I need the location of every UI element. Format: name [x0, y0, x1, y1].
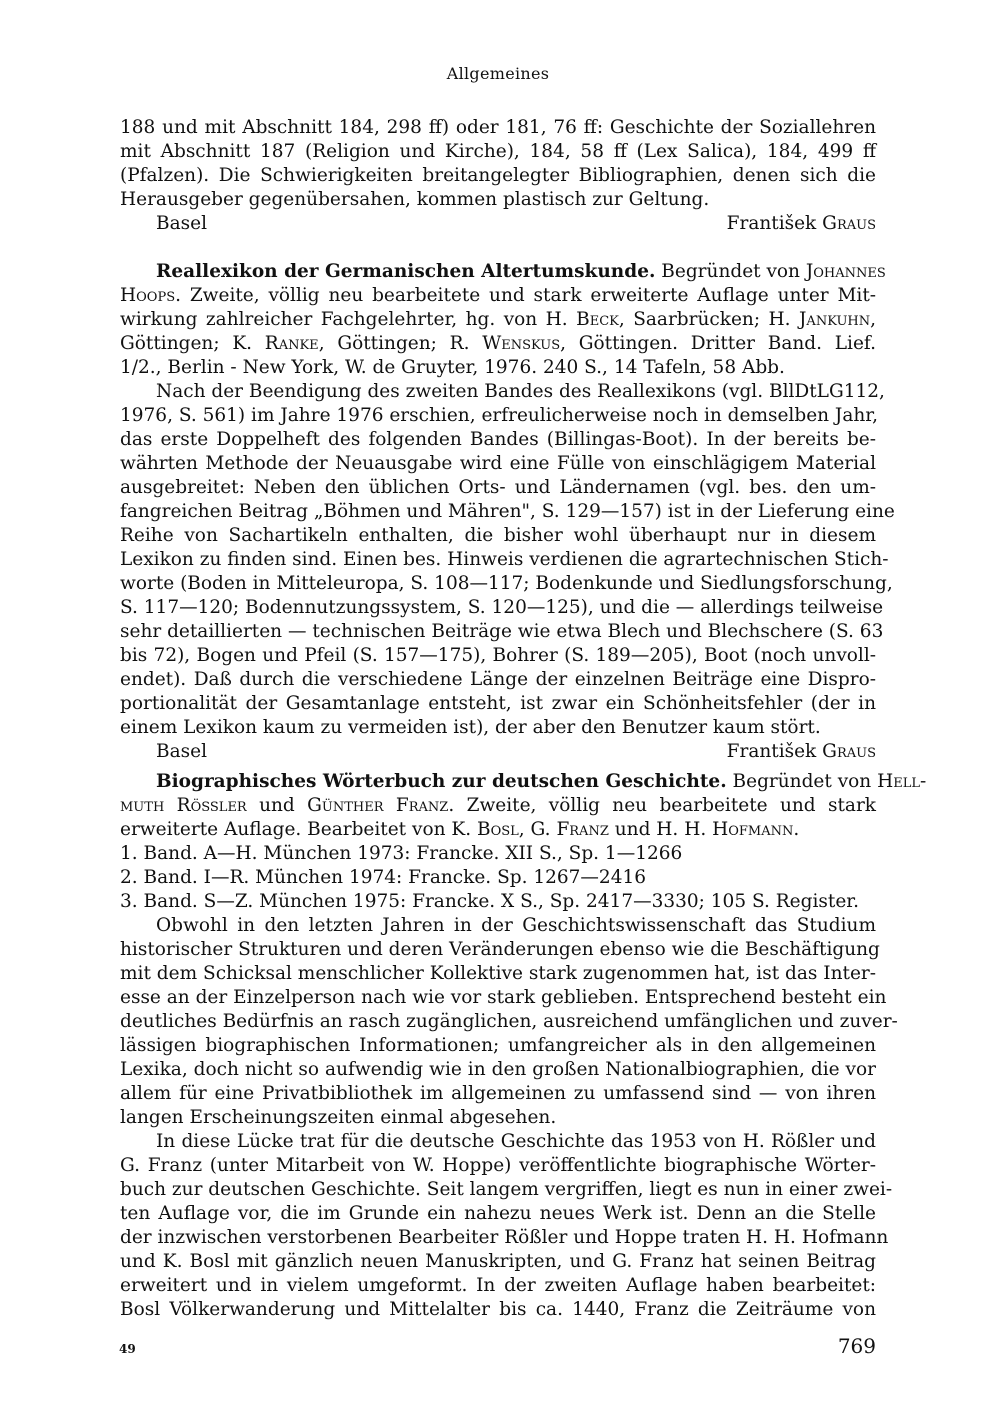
text-line: mit dem Schicksal menschlicher Kollektive stark zugenommen hat, ist das Inter-: [120, 963, 876, 984]
text-line: sehr detaillierten — technischen Beiträge wie etwa Blech und Blechschere (S. 63: [120, 621, 884, 642]
text-line: und K. Bosl mit gänzlich neuen Manuskripten, und G. Franz hat seinen Beitrag: [120, 1251, 876, 1272]
text-line: ausgebreitet: Neben den üblichen Orts- und Ländernamen (vgl. bes. den um-: [120, 477, 876, 498]
reviewer: František Graus: [726, 741, 876, 762]
place: Basel: [156, 213, 207, 234]
book-title: Biographisches Wörterbuch zur deutschen Geschichte.: [156, 771, 727, 792]
text-line: (Pfalzen). Die Schwierigkeiten breitangelegter Bibliographien, denen sich die: [120, 165, 876, 186]
review-1: [120, 116, 876, 236]
text-line: Nach der Beendigung des zweiten Bandes des Reallexikons (vgl. BllDtLG112,: [156, 381, 885, 402]
text-line: 188 und mit Abschnitt 184, 298 ff) oder 181, 76 ff: Geschichte der Soziallehren: [120, 117, 876, 138]
text-line: historischer Strukturen und deren Veränderungen ebenso wie die Beschäftigung: [120, 939, 880, 960]
citation-line: Biographisches Wörterbuch zur deutschen Geschichte. Begründet von Hell-: [156, 771, 927, 792]
volume-line: 2. Band. I—R. München 1974: Francke. Sp. 1267—2416: [120, 867, 647, 888]
text-line: deutliches Bedürfnis an rasch zugänglichen, ausreichend umfänglichen und zuver-: [120, 1011, 898, 1032]
text-line: allem für eine Privatbibliothek im allgemeinen zu umfassend sind — von ihren: [120, 1083, 876, 1104]
signature-line: [120, 212, 876, 236]
text-line: S. 117—120; Bodennutzungssystem, S. 120—125), und die — allerdings teilweise: [120, 597, 884, 618]
citation-line: 1/2., Berlin - New York, W. de Gruyter, 1976. 240 S., 14 Tafeln, 58 Abb.: [120, 357, 785, 378]
signature-line: [120, 740, 876, 764]
text-line: der inzwischen verstorbenen Bearbeiter Rößler und Hoppe traten H. H. Hofmann: [120, 1227, 889, 1248]
text-line: mit Abschnitt 187 (Religion und Kirche), 184, 58 ff (Lex Salica), 184, 499 ff: [120, 141, 876, 162]
text-line: Reihe von Sachartikeln enthalten, die bisher wohl überhaupt nur in diesem: [120, 525, 876, 546]
book-title: Reallexikon der Germanischen Altertumskunde.: [156, 261, 656, 282]
text-line: 1976, S. 561) im Jahre 1976 erschien, erfreulicherweise noch in demselben Jahr,: [120, 405, 878, 426]
volume-line: 3. Band. S—Z. München 1975: Francke. X S., Sp. 2417—3330; 105 S. Register.: [120, 891, 859, 912]
review-3: [120, 770, 927, 1322]
text-line: bis 72), Bogen und Pfeil (S. 157—175), Bohrer (S. 189—205), Boot (noch unvoll-: [120, 645, 876, 666]
signature-mark: 49: [119, 1342, 136, 1356]
text-line: esse an der Einzelperson nach wie vor stark geblieben. Entsprechend besteht ein: [120, 987, 887, 1008]
reviewer: František Graus: [726, 213, 876, 234]
citation-line: erweiterte Auflage. Bearbeitet von K. Bosl, G. Franz und H. H. Hofmann.: [120, 819, 800, 840]
text-line: endet). Daß durch die verschiedene Länge der einzelnen Beiträge eine Dispro-: [120, 669, 876, 690]
citation-line: Reallexikon der Germanischen Altertumskunde. Begründet von Johannes: [156, 261, 886, 282]
text-line: Lexikon zu finden sind. Einen bes. Hinweis verdienen die agrartechnischen Stich-: [120, 549, 889, 570]
review-2: [120, 260, 895, 764]
text-line: buch zur deutschen Geschichte. Seit langem vergriffen, liegt es nun in einer zwei-: [120, 1179, 893, 1200]
citation-line: Hoops. Zweite, völlig neu bearbeitete und stark erweiterte Auflage unter Mit-: [120, 285, 876, 306]
citation-line: wirkung zahlreicher Fachgelehrter, hg. von H. Beck, Saarbrücken; H. Jankuhn,: [120, 309, 877, 330]
place: Basel: [156, 741, 207, 762]
page-number: 769: [837, 1334, 876, 1358]
text-line: Obwohl in den letzten Jahren in der Geschichtswissenschaft das Studium: [156, 915, 876, 936]
text-line: G. Franz (unter Mitarbeit von W. Hoppe) veröffentlichte biographische Wörter-: [120, 1155, 876, 1176]
text-line: ten Auflage vor, die im Grunde ein nahezu neues Werk ist. Denn an die Stelle: [120, 1203, 876, 1224]
text-line: währten Methode der Neuausgabe wird eine Fülle von einschlägigem Material: [120, 453, 876, 474]
text-line: einem Lexikon kaum zu vermeiden ist), der aber den Benutzer kaum stört.: [120, 717, 821, 738]
text-line: Lexika, doch nicht so aufwendig wie in den großen Nationalbiographien, die vor: [120, 1059, 876, 1080]
text-line: worte (Boden in Mitteleuropa, S. 108—117; Bodenkunde und Siedlungsforschung,: [120, 573, 893, 594]
volume-line: 1. Band. A—H. München 1973: Francke. XII S., Sp. 1—1266: [120, 843, 683, 864]
text-line: lässigen biographischen Informationen; umfangreicher als in den allgemeinen: [120, 1035, 876, 1056]
text-line: In diese Lücke trat für die deutsche Geschichte das 1953 von H. Rößler und: [156, 1131, 876, 1152]
text-line: fangreichen Beitrag „Böhmen und Mähren", S. 129—157) ist in der Lieferung eine: [120, 501, 895, 522]
text-line: das erste Doppelheft des folgenden Bandes (Billingas-Boot). In der bereits be-: [120, 429, 876, 450]
text-line: langen Erscheinungszeiten einmal abgesehen.: [120, 1107, 557, 1128]
text-line: Herausgeber gegenübersahen, kommen plastisch zur Geltung.: [120, 189, 710, 210]
text-line: Bosl Völkerwanderung und Mittelalter bis ca. 1440, Franz die Zeiträume von: [120, 1299, 876, 1320]
running-header: Allgemeines: [446, 64, 550, 83]
citation-line: muth Rössler und Günther Franz. Zweite, völlig neu bearbeitete und stark: [120, 795, 876, 816]
text-line: erweitert und in vielem umgeformt. In der zweiten Auflage haben bearbeitet:: [120, 1275, 876, 1296]
text-line: portionalität der Gesamtanlage entsteht, ist zwar ein Schönheitsfehler (der in: [120, 693, 876, 714]
citation-line: Göttingen; K. Ranke, Göttingen; R. Wenskus, Göttingen. Dritter Band. Lief.: [120, 333, 876, 354]
